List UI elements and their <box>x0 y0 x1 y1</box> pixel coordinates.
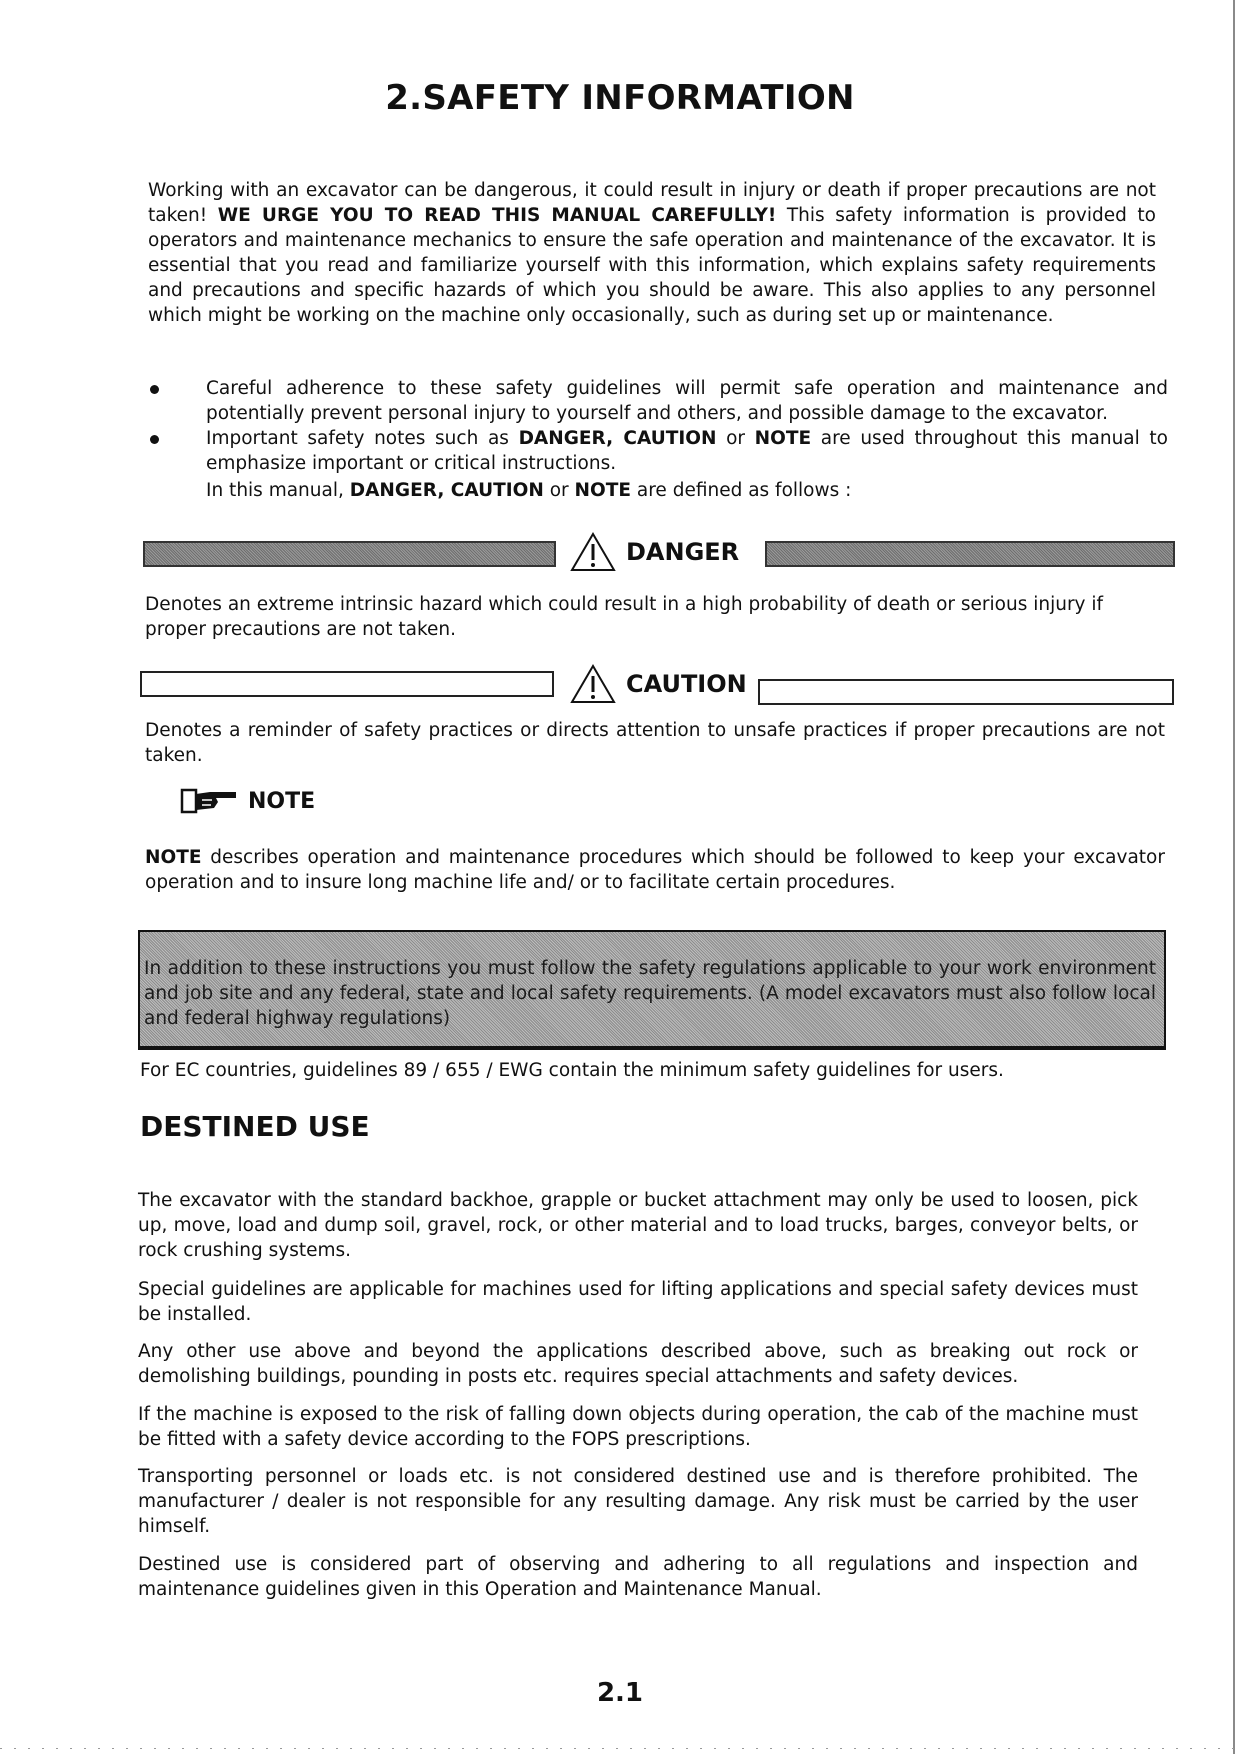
safety-regulations-notice: In addition to these instructions you must follow the safety regulations applicable to your work environment and job site and any federal, state and local safety requirements. (A model excavators must also follow local and federal highway regulations) <box>138 930 1166 1050</box>
warning-triangle-icon <box>570 664 616 704</box>
page-title: 2.SAFETY INFORMATION <box>385 78 855 118</box>
caution-description: Denotes a reminder of safety practices or directs attention to unsafe practices if proper precautions are not taken. <box>145 720 1165 766</box>
warning-triangle-icon <box>570 532 616 572</box>
bullet-2-keyword-1: DANGER, CAUTION <box>518 428 717 449</box>
scan-edge-rule <box>1233 0 1235 1754</box>
note-label: NOTE <box>248 788 316 814</box>
intro-emphasis: WE URGE YOU TO READ THIS MANUAL CAREFULLY! <box>217 205 777 226</box>
bullet-marker-1 <box>150 385 159 394</box>
ec-guidelines-line: For EC countries, guidelines 89 / 655 / EWG contain the minimum safety guidelines for users. <box>140 1060 1004 1081</box>
danger-label: DANGER <box>626 538 740 566</box>
caution-bar-right <box>758 679 1174 705</box>
bullet-2-post: are used throughout this manual to emphasize important or critical instructions. <box>206 428 1168 474</box>
note-signal-word <box>180 786 315 816</box>
bullet-2-pre: Important safety notes such as <box>206 428 519 449</box>
scan-bottom-noise <box>0 1748 1240 1749</box>
bullet-item-2 <box>206 426 1168 476</box>
destined-use-paragraph-5: Transporting personnel or loads etc. is not considered destined use and is therefore prohibited. The manufacturer / dealer is not responsible for any resulting damage. Any risk must be carried by the user himself. <box>138 1466 1138 1537</box>
definition-intro <box>206 478 1168 503</box>
definition-mid: or <box>543 480 575 501</box>
caution-signal-word <box>570 664 747 704</box>
intro-paragraph <box>148 178 1156 328</box>
bullet-2-mid: or <box>716 428 755 449</box>
pointing-hand-icon <box>180 786 240 816</box>
note-lead-keyword: NOTE <box>145 847 202 868</box>
caution-bar-left <box>140 671 554 697</box>
bullet-2-keyword-2: NOTE <box>754 428 812 449</box>
destined-use-paragraph-4: If the machine is exposed to the risk of falling down objects during operation, the cab of the machine must be fitted with a safety device according to the FOPS prescriptions. <box>138 1404 1138 1450</box>
destined-use-paragraph-2: Special guidelines are applicable for machines used for lifting applications and special safety devices must be installed. <box>138 1279 1138 1325</box>
note-text: describes operation and maintenance procedures which should be followed to keep your excavator operation and to insure long machine life and/ or to facilitate certain procedures. <box>145 847 1165 893</box>
definition-pre: In this manual, <box>206 480 350 501</box>
definition-keyword-1: DANGER, CAUTION <box>349 480 544 501</box>
intro-part2: This safety information is provided to operators and maintenance mechanics to ensure the safe operation and maintenance of the excavator. It is essential that you read and familiarize yourself with this information, which explains safety requirements and precautions and specific hazards of which you should be aware. This also applies to any personnel which might be working on the machine only occasionally, such as during set up or maintenance. <box>148 205 1156 326</box>
destined-use-paragraph-6: Destined use is considered part of observing and adhering to all regulations and inspection and maintenance guidelines given in this Operation and Maintenance Manual. <box>138 1554 1138 1600</box>
destined-use-paragraph-3: Any other use above and beyond the applications described above, such as breaking out rock or demolishing buildings, pounding in posts etc. requires special attachments and safety devices. <box>138 1341 1138 1387</box>
page-number: 2.1 <box>596 1678 644 1708</box>
bullet-marker-2 <box>150 435 159 444</box>
note-description <box>145 845 1165 895</box>
definition-keyword-2: NOTE <box>574 480 632 501</box>
destined-use-heading: DESTINED USE <box>140 1110 370 1143</box>
bullet-item-1: Careful adherence to these safety guidelines will permit safe operation and maintenance and potentially prevent personal injury to yourself and others, and possible damage to the excavator. <box>206 378 1168 424</box>
danger-description: Denotes an extreme intrinsic hazard which could result in a high probability of death or serious injury if proper precautions are not taken. <box>145 594 1104 640</box>
destined-use-paragraph-1: The excavator with the standard backhoe, grapple or bucket attachment may only be used to loosen, pick up, move, load and dump soil, gravel, rock, or other material and to load trucks, barges, conveyor belts, or rock crushing systems. <box>138 1190 1138 1261</box>
danger-bar-left <box>143 541 556 567</box>
danger-signal-word <box>570 532 739 572</box>
definition-post: are defined as follows : <box>631 480 852 501</box>
caution-label: CAUTION <box>626 670 747 698</box>
intro-part1: Working with an excavator can be dangerous, it could result in injury or death if proper precautions are not taken! <box>148 180 1156 226</box>
danger-bar-right <box>765 541 1175 567</box>
